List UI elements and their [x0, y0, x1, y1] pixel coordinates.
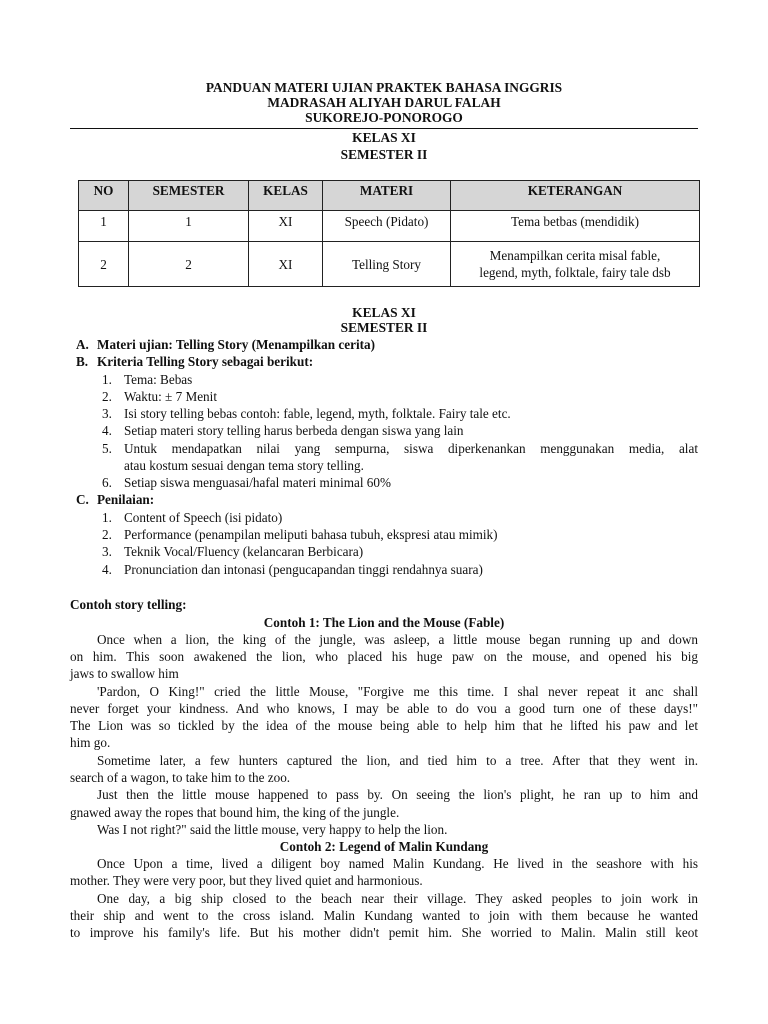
story1-line: jaws to swallow him	[70, 666, 179, 681]
cell-semester: 2	[129, 242, 249, 287]
story2-line: to improve his family's life. But his mother didn't pemit him. She worried to Malin. Malin still keot	[70, 925, 698, 940]
list-number: 1.	[102, 510, 112, 525]
section-b-title: Kriteria Telling Story sebagai berikut:	[97, 354, 314, 369]
semester-heading: SEMESTER II	[340, 147, 428, 162]
section-a-marker: A.	[76, 337, 89, 352]
col-header-materi: MATERI	[323, 181, 451, 211]
section-c-title: Penilaian:	[97, 492, 155, 507]
list-item: Content of Speech (isi pidato)	[124, 510, 283, 525]
cell-kelas: XI	[249, 211, 323, 242]
list-number: 4.	[102, 562, 112, 577]
story1-line: on him. This soon awakened the lion, who placed his huge paw on the mouse, and opened his big	[70, 649, 698, 664]
materi-table	[78, 180, 700, 287]
col-header-semester: SEMESTER	[129, 181, 249, 211]
list-item-continuation: atau kostum sesuai dengan tema story telling.	[124, 458, 364, 473]
list-item: Isi story telling bebas contoh: fable, legend, myth, folktale. Fairy tale etc.	[124, 406, 511, 421]
story1-line: Sometime later, a few hunters captured the lion, and tied him to a tree. After that they went in.	[97, 753, 698, 768]
story1-line: Was I not right?" said the little mouse, very happy to help the lion.	[97, 822, 448, 837]
cell-materi: Speech (Pidato)	[323, 211, 451, 242]
doc-title-line3: SUKOREJO-PONOROGO	[305, 110, 463, 125]
list-number: 3.	[102, 544, 112, 559]
cell-materi: Telling Story	[323, 242, 451, 287]
story2-line: mother. They were very poor, but they lived quiet and harmonious.	[70, 873, 423, 888]
table-row	[79, 211, 700, 242]
story2-line: Once Upon a time, lived a diligent boy named Malin Kundang. He lived in the seashore with his	[97, 856, 698, 871]
section-c-marker: C.	[76, 492, 89, 507]
list-number: 6.	[102, 475, 112, 490]
list-item: Untuk mendapatkan nilai yang sempurna, siswa diperkenankan menggunakan media, alat	[124, 441, 698, 456]
table-row	[79, 242, 700, 287]
list-item: Setiap materi story telling harus berbeda dengan siswa yang lain	[124, 423, 464, 438]
story1-line: Just then the little mouse happened to pass by. On seeing the lion's plight, he ran up to him and	[97, 787, 698, 802]
col-header-keterangan: KETERANGAN	[451, 181, 700, 211]
header-divider	[70, 128, 698, 129]
list-item: Waktu: ± 7 Menit	[124, 389, 217, 404]
list-number: 1.	[102, 372, 112, 387]
list-number: 4.	[102, 423, 112, 438]
col-header-no: NO	[79, 181, 129, 211]
cell-no: 2	[79, 242, 129, 287]
section-semester-heading: SEMESTER II	[340, 320, 428, 335]
story1-line: The Lion was so tickled by the idea of the mouse being able to help him that he lifted his paw and let	[70, 718, 698, 733]
list-item: Pronunciation dan intonasi (pengucapandan tinggi rendahnya suara)	[124, 562, 483, 577]
list-number: 2.	[102, 527, 112, 542]
list-number: 2.	[102, 389, 112, 404]
story2-line: One day, a big ship closed to the beach near their village. They asked peoples to join work in	[97, 891, 698, 906]
cell-keterangan	[451, 242, 700, 287]
cell-no: 1	[79, 211, 129, 242]
doc-title-line1: PANDUAN MATERI UJIAN PRAKTEK BAHASA INGGRIS	[205, 80, 563, 95]
list-number: 5.	[102, 441, 112, 456]
kelas-heading: KELAS XI	[352, 130, 416, 145]
cell-semester: 1	[129, 211, 249, 242]
story2-line: their ship and went to the cross island. Malin Kundang wanted to join with them because he wanted	[70, 908, 698, 923]
story1-title: Contoh 1: The Lion and the Mouse (Fable)	[263, 615, 505, 630]
doc-title-line2: MADRASAH ALIYAH DARUL FALAH	[267, 95, 501, 110]
section-a-title: Materi ujian: Telling Story (Menampilkan cerita)	[97, 337, 376, 352]
story2-title: Contoh 2: Legend of Malin Kundang	[279, 839, 489, 854]
story1-line: search of a wagon, to take him to the zoo.	[70, 770, 291, 785]
keterangan-line: legend, myth, folktale, fairy tale dsb	[479, 265, 671, 280]
list-item: Performance (penampilan meliputi bahasa tubuh, ekspresi atau mimik)	[124, 527, 498, 542]
list-item: Setiap siswa menguasai/hafal materi minimal 60%	[124, 475, 391, 490]
story1-line: gnawed away the ropes that bound him, the king of the jungle.	[70, 805, 400, 820]
story1-line: never forget your kindness. And who knows, I may be able to do vou a good turn one of these days!"	[70, 701, 698, 716]
col-header-kelas: KELAS	[249, 181, 323, 211]
story1-line: Once when a lion, the king of the jungle, was asleep, a little mouse began running up and down	[97, 632, 698, 647]
section-b-marker: B.	[76, 354, 89, 369]
list-number: 3.	[102, 406, 112, 421]
section-kelas-heading: KELAS XI	[352, 305, 416, 320]
cell-keterangan: Tema betbas (mendidik)	[451, 211, 700, 242]
story1-line: 'Pardon, O King!" cried the little Mouse, "Forgive me this time. I shal never repeat it anc shall	[97, 684, 698, 699]
story1-line: him go.	[70, 735, 111, 750]
examples-heading: Contoh story telling:	[70, 597, 187, 612]
keterangan-line: Menampilkan cerita misal fable,	[489, 248, 661, 263]
cell-kelas: XI	[249, 242, 323, 287]
table-header-row	[79, 181, 700, 211]
list-item: Tema: Bebas	[124, 372, 193, 387]
list-item: Teknik Vocal/Fluency (kelancaran Berbicara)	[124, 544, 364, 559]
